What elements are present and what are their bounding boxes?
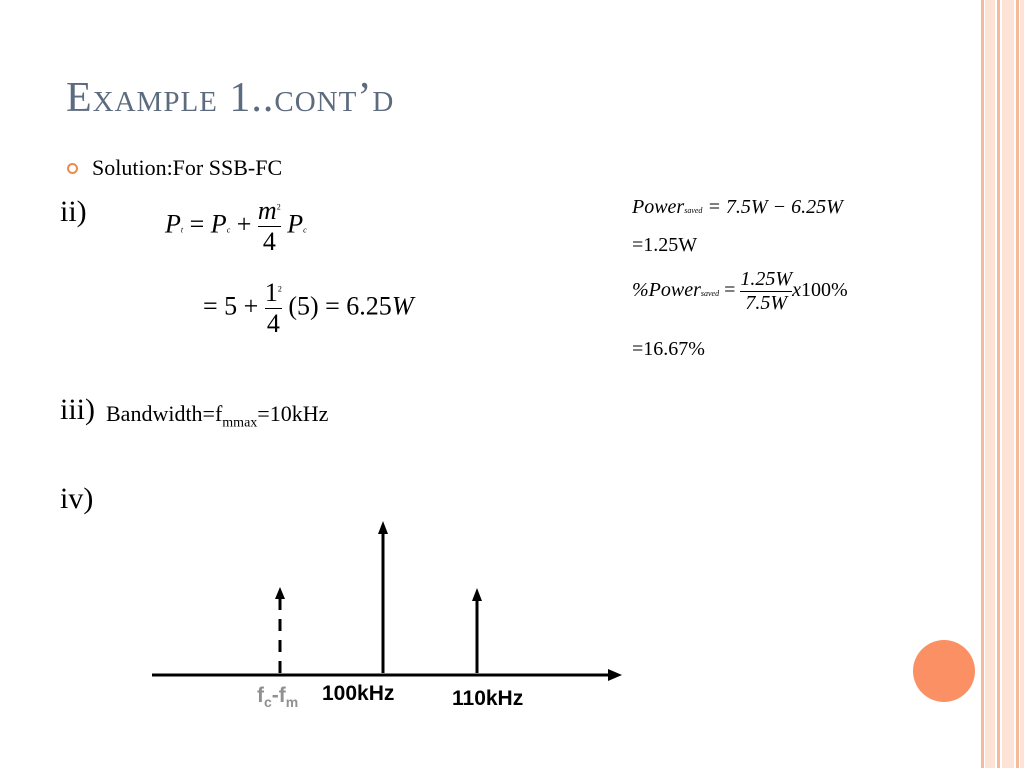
operator: = [189, 209, 205, 239]
subscript: saved [700, 289, 720, 299]
denominator: 4 [266, 309, 280, 338]
superscript: 2 [277, 284, 282, 294]
numerator: 1 [264, 278, 278, 307]
fraction [258, 196, 281, 257]
superscript: 2 [276, 202, 281, 212]
label-iv: iv) [60, 482, 94, 515]
stripe [1002, 0, 1014, 768]
numerator: 1.25W [740, 268, 793, 290]
symbol-p: P [165, 209, 181, 239]
operator: = [724, 279, 736, 302]
expression: = 7.5W − 6.25W [707, 196, 843, 218]
solution-text: Solution:For SSB-FC [92, 155, 283, 180]
bullet-circle-icon [67, 163, 78, 174]
subscript: c [303, 225, 307, 235]
label-ii: ii) [60, 195, 87, 228]
power-word: Power [632, 196, 685, 218]
percent-power-saved-line [632, 268, 848, 315]
subscript: t [180, 225, 184, 235]
stripe [981, 0, 984, 768]
label-iii: iii) [60, 393, 95, 426]
carrier-arrowhead [378, 521, 388, 534]
bandwidth-prefix: Bandwidth=f [106, 401, 223, 426]
axis-arrowhead [608, 669, 622, 681]
bandwidth-text [106, 401, 328, 431]
symbol-p: P [210, 209, 227, 239]
subscript: c [226, 225, 231, 235]
subscript: saved [684, 206, 703, 215]
bandwidth-subscript: mmax [222, 415, 258, 431]
equation-total-power-value [203, 278, 413, 339]
label-sub-m: m [285, 694, 299, 711]
lower-sideband-label [257, 684, 298, 710]
stripe [997, 0, 1000, 768]
hundred-percent: 100% [800, 279, 848, 302]
label-sub-c: c [264, 694, 272, 711]
expression: = 5 + [203, 291, 259, 321]
fraction [740, 268, 792, 315]
percent-power-word: %Power [632, 279, 701, 302]
carrier-label: 100kHz [322, 682, 395, 705]
accent-circle [913, 640, 975, 702]
expression: (5) = 6.25 [288, 291, 392, 321]
unit-w: W [391, 291, 414, 321]
symbol-p: P [287, 209, 304, 239]
slide-title: Example 1..cont’d [66, 75, 395, 121]
power-saved-result: =1.25W [632, 234, 698, 256]
operator: + [236, 209, 252, 239]
bandwidth-suffix: =10kHz [257, 401, 329, 426]
equation-total-power [165, 196, 307, 257]
denominator: 4 [262, 227, 276, 256]
stripe [1020, 0, 1024, 768]
denominator: 7.5W [745, 292, 788, 314]
upper-sideband-arrowhead [472, 588, 482, 601]
symbol-m: m [257, 196, 277, 225]
label-minus-f: -f [271, 684, 286, 707]
label-f: f [257, 684, 264, 707]
decorative-stripes [976, 0, 1024, 768]
percent-power-saved-result: =16.67% [632, 338, 705, 360]
upper-sideband-label: 110kHz [452, 687, 524, 710]
fraction [265, 278, 282, 339]
stripe [985, 0, 995, 768]
stripe [1016, 0, 1019, 768]
spectrum-diagram [150, 515, 630, 685]
lower-sideband-arrowhead [275, 587, 285, 599]
power-saved-line [632, 196, 843, 219]
times-x: x [792, 279, 801, 302]
